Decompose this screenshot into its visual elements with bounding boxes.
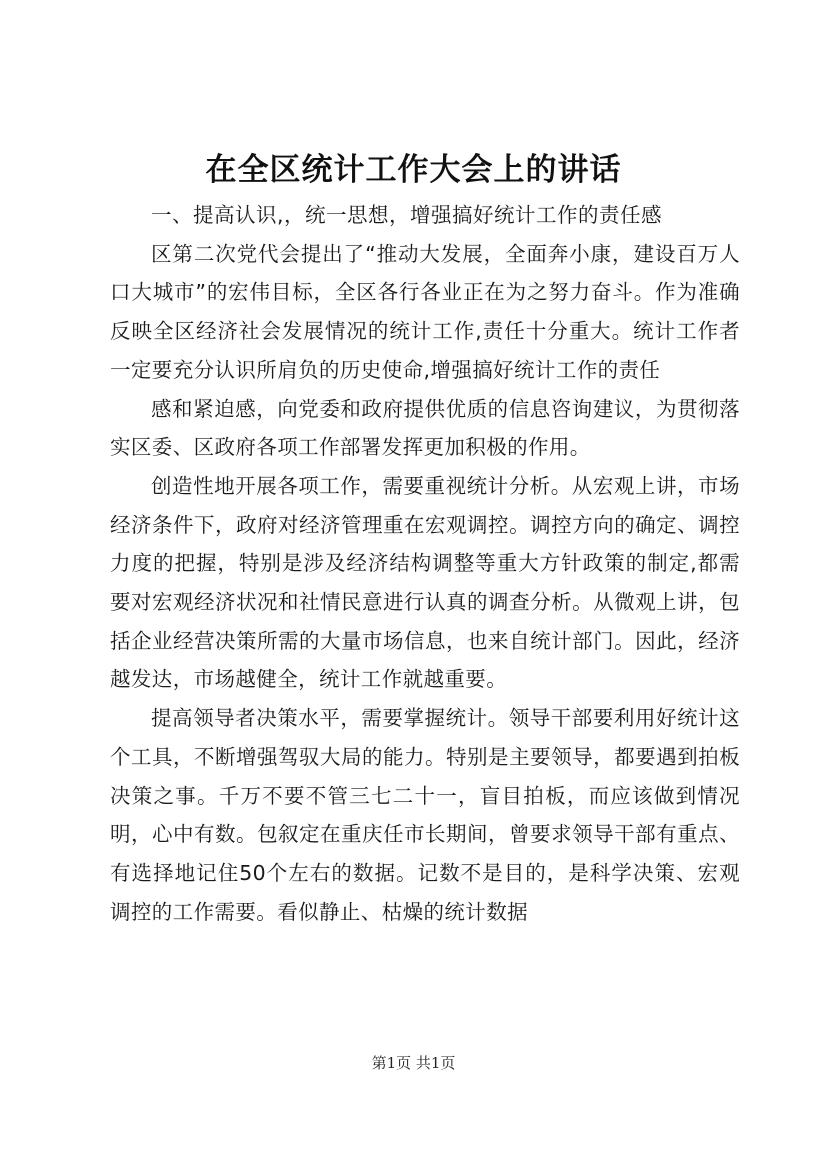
paragraph: 感和紧迫感，向党委和政府提供优质的信息咨询建议，为贯彻落实区委、区政府各项工作部署发挥更加积极的作用。 — [110, 396, 740, 460]
paragraph: 区第二次党代会提出了“推动大发展，全面奔小康，建设百万人口大城市”的宏伟目标，全区各行各业正在为之努力奋斗。作为准确反映全区经济社会发展情况的统计工作,责任十分重大。统计工作者一定要充分认识所肩负的历史使命,增强搞好统计工作的责任 — [110, 241, 740, 382]
paragraph: 创造性地开展各项工作，需要重视统计分析。从宏观上讲，市场经济条件下，政府对经济管理重在宏观调控。调控方向的确定、调控力度的把握，特别是涉及经济结构调整等重大方针政策的制定,都需要对宏观经济状况和社情民意进行认真的调查分析。从微观上讲，包括企业经营决策所需的大量市场信息，也来自统计部门。因此，经济越发达，市场越健全，统计工作就越重要。 — [110, 473, 740, 692]
page-footer — [0, 1052, 827, 1073]
document-title: 在全区统计工作大会上的讲话 — [205, 152, 622, 188]
document-body — [110, 196, 740, 931]
section-heading: 一、提高认识,，统一思想，增强搞好统计工作的责任感 — [151, 203, 663, 227]
page-number-label: 第1页 共1页 — [371, 1054, 456, 1072]
paragraph: 提高领导者决策水平，需要掌握统计。领导干部要利用好统计这个工具，不断增强驾驭大局的能力。特别是主要领导，都要遇到拍板决策之事。千万不要不管三七二十一，盲目拍板，而应该做到情况明，心中有数。包叙定在重庆任市长期间，曾要求领导干部有重点、有选择地记住50个左右的数据。记数不是目的，是科学决策、宏观调控的工作需要。看似静止、枯燥的统计数据 — [110, 706, 740, 924]
